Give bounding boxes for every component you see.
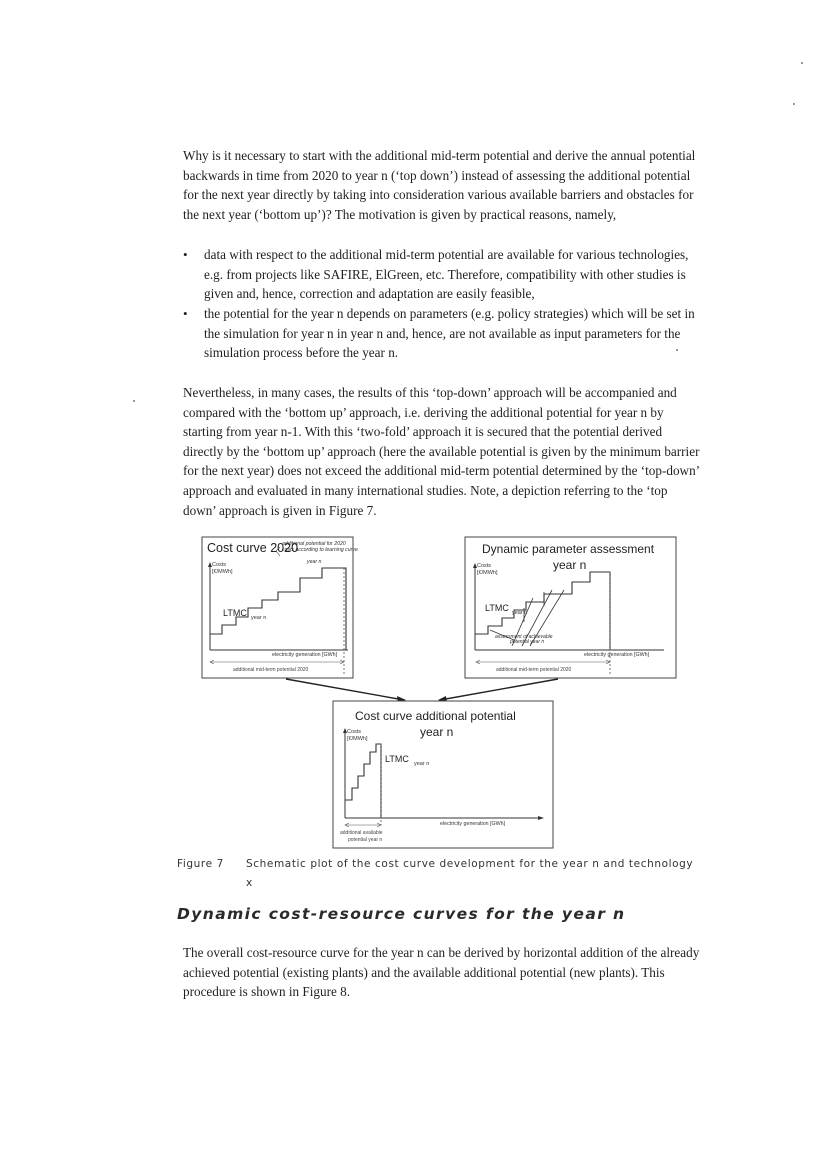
panel-bottom-xlabel: electricity generation [GWh] bbox=[440, 821, 506, 827]
intro-paragraph: Why is it necessary to start with the additional mid-term potential and derive the annual potential backwards in time from 2020 to year n (‘top down’) instead of assessing the additional potential for the next year directly by taking into consideration various available barriers and obstacles for the next year (‘bottom up’)? The motivation is given by practical reasons, namely, bbox=[183, 148, 696, 222]
panel-left-xlabel: electricity generation [GWh] bbox=[272, 652, 338, 658]
panel-right-xlabel: electricity generation [GWh] bbox=[584, 652, 650, 658]
panel-bottom-ylabel-1: Costs bbox=[347, 729, 362, 735]
connector-right-line bbox=[440, 679, 558, 700]
panel-right-bottom-label: additional mid-term potential 2020 bbox=[496, 667, 572, 673]
panel-left-ylabel-2: [€/MWh] bbox=[212, 569, 233, 575]
panel-right-ylabel-2: [€/MWh] bbox=[477, 570, 498, 576]
second-paragraph: Nevertheless, in many cases, the results of this ‘top-down’ approach will be accompanied and compared with the ‘bottom up’ approach, i.e. deriving the additional potential for year n by starting from year n-1. With this ‘two-fold’ approach it is secured that the potential derived directly by the ‘bottom up’ approach (here the available potential is given by the minimum barrier for the next year) does not exceed the additional mid-term potential determined by the ‘top-down’ approach and evaluated in many international studies. Note, a depiction referring to the ‘top down’ approach is given in Figure 7. bbox=[183, 385, 700, 518]
panel-bottom-bottom-label-2: potential year n bbox=[348, 837, 383, 843]
panel-right-ltmc: LTMC bbox=[485, 603, 509, 613]
panel-right-ylabel-1: Costs bbox=[477, 563, 492, 569]
panel-left-bottom-label: additional mid-term potential 2020 bbox=[233, 667, 309, 673]
panel-bottom-ltmc: LTMC bbox=[385, 754, 409, 764]
panel-dynamic-parameter-assessment bbox=[465, 537, 676, 678]
panel-left-note-1: additional potential for 2020 bbox=[282, 541, 346, 547]
panel-right-assessment-1: assessment of achievable bbox=[495, 634, 553, 640]
bullet-icon: • bbox=[183, 247, 188, 262]
panel-left-note-2: costs according to learning curve bbox=[282, 547, 358, 553]
scan-speck bbox=[133, 400, 135, 402]
bullet-text: the potential for the year n depends on parameters (e.g. policy strategies) which will be set in the simulation for year n in year n and, hence, are not available as input parameters for the simulation process before the year n. bbox=[204, 306, 695, 361]
figure-caption-number: Figure 7 bbox=[177, 858, 224, 870]
panel-bottom-title: Cost curve additional potential bbox=[355, 709, 516, 723]
panel-bottom-bottom-label-1: additional available bbox=[340, 830, 383, 836]
panel-bottom-year: year n bbox=[420, 725, 454, 739]
panel-left-ylabel-1: Costs bbox=[212, 562, 227, 568]
panel-cost-curve-2020 bbox=[202, 537, 358, 678]
scan-speck bbox=[793, 103, 795, 105]
panel-left-note-3: year n bbox=[307, 559, 322, 565]
panel-cost-curve-additional-potential bbox=[333, 701, 553, 848]
panel-left-title: Cost curve 2020 bbox=[207, 541, 299, 555]
panel-bottom-ltmc-sub: year n bbox=[414, 761, 430, 767]
section-heading: Dynamic cost-resource curves for the year n bbox=[177, 905, 626, 923]
panel-right-year: year n bbox=[553, 558, 587, 572]
bullet-text: data with respect to the additional mid-term potential are available for various technologies, e.g. from projects like SAFIRE, ElGreen, etc. Therefore, compatibility with other studies is given and, hence, correction and adaptation are easily feasible, bbox=[204, 247, 689, 302]
panel-bottom-ylabel-2: [€/MWh] bbox=[347, 736, 368, 742]
final-paragraph: The overall cost-resource curve for the year n can be derived by horizontal addition of the already achieved potential (existing plants) and the available additional potential (new plants). This procedure is shown in Figure 8. bbox=[183, 945, 700, 1000]
figure-caption-text: Schematic plot of the cost curve development for the year n and technology x bbox=[246, 858, 694, 889]
bullet-icon: • bbox=[183, 306, 188, 322]
panel-left-ltmc: LTMC bbox=[223, 608, 247, 618]
panel-left-ltmc-sub: year n bbox=[251, 615, 267, 621]
scan-speck bbox=[676, 349, 678, 351]
scan-speck bbox=[801, 62, 803, 64]
panel-right-ltmc-sub: year n bbox=[512, 610, 528, 616]
connector-left-line bbox=[286, 679, 404, 700]
panel-right-title: Dynamic parameter assessment bbox=[482, 542, 655, 556]
panel-right-assessment-2: potential year n bbox=[510, 639, 545, 645]
